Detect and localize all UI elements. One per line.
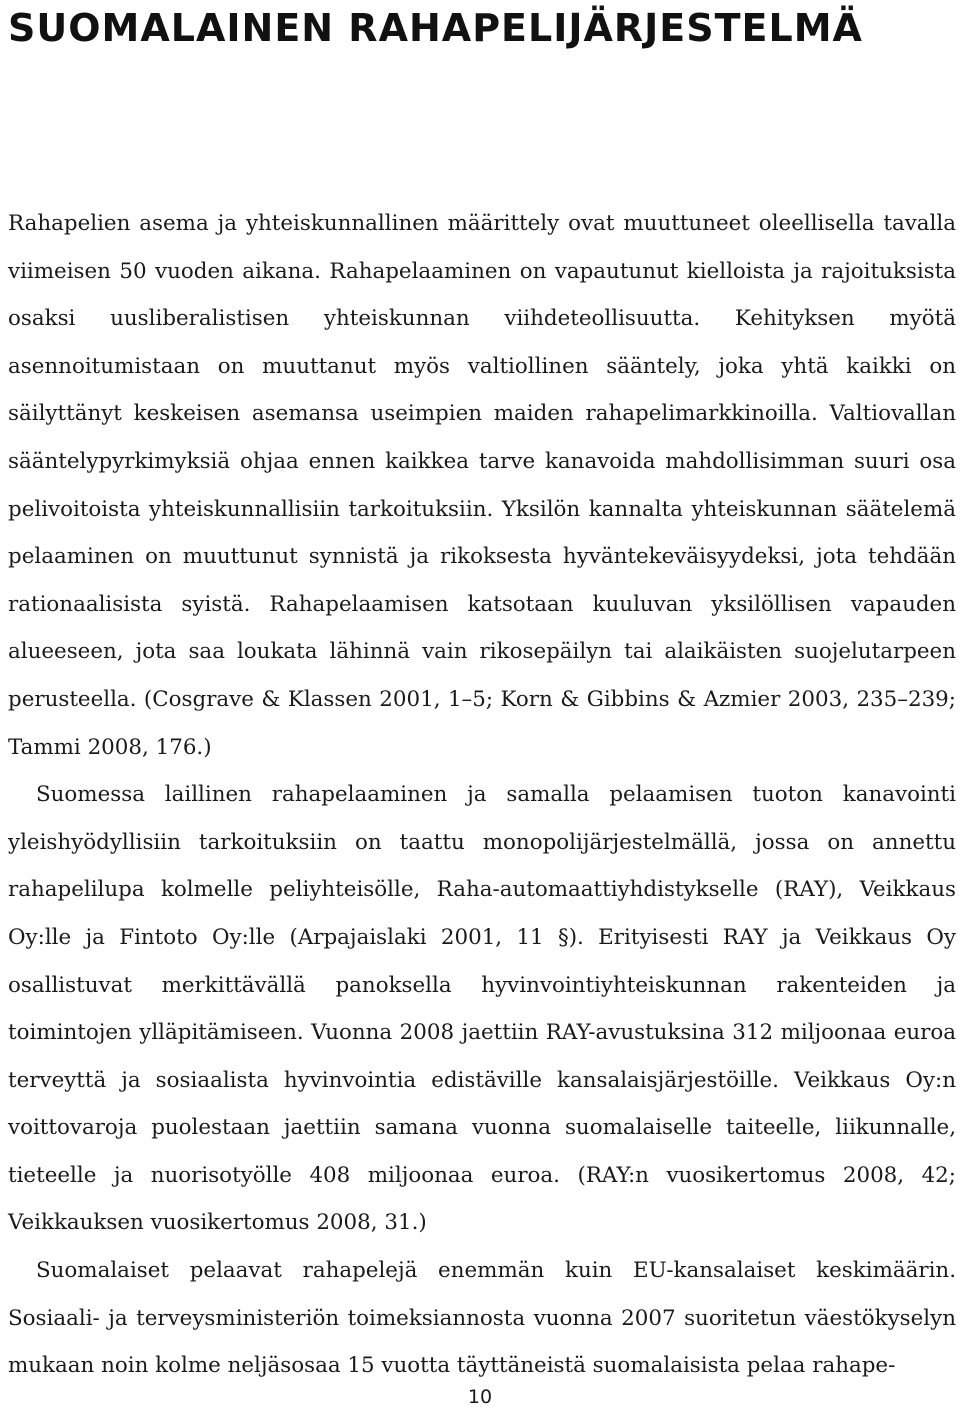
document-page: [8, 0, 956, 1410]
page-number: 10: [467, 1386, 493, 1408]
body-text: [8, 200, 956, 1390]
paragraph-3: Suomalaiset pelaavat rahapelejä enemmän kuin EU-kansalaiset keskimäärin. Sosiaali- ja terveysministeriön toimeksiannosta vuonna 2007 suoritetun väestökyselyn mukaan noin kolme neljäsosaa 15 vuotta täyttäneistä suomalaisista pelaa rahape-: [8, 1258, 956, 1379]
paragraph-2: Suomessa laillinen rahapelaaminen ja samalla pelaamisen tuoton kanavointi yleishyödyllisiin tarkoituksiin on taattu monopolijärjestelmällä, jossa on annettu rahapelilupa kolmelle peliyhteisölle, Raha-automaattiyhdistykselle (RAY), Veikkaus Oy:lle ja Fintoto Oy:lle (Arpajaislaki 2001, 11 §). Erityisesti RAY ja Veikkaus Oy osallistuvat merkittävällä panoksella hyvinvointiyhteiskunnan rakenteiden ja toimintojen ylläpitämiseen. Vuonna 2008 jaettiin RAY-avustuksina 312 miljoonaa euroa terveyttä ja sosiaalista hyvinvointia edistäville kansalaisjärjestöille. Veikkaus Oy:n voittovaroja puolestaan jaettiin samana vuonna suomalaiselle taiteelle, liikunnalle, tieteelle ja nuorisotyölle 408 miljoonaa euroa. (RAY:n vuosikertomus 2008, 42; Veikkauksen vuosikertomus 2008, 31.): [8, 782, 956, 1236]
paragraph-1: Rahapelien asema ja yhteiskunnallinen määrittely ovat muuttuneet oleellisella tavalla viimeisen 50 vuoden aikana. Rahapelaaminen on vapautunut kielloista ja rajoituksista osaksi uusliberalistisen yhteiskunnan viihdeteollisuutta. Kehityksen myötä asennoitumistaan on muuttanut myös valtiollinen sääntely, joka yhtä kaikki on säilyttänyt keskeisen asemansa useimpien maiden rahapelimarkkinoilla. Valtiovallan sääntelypyrkimyksiä ohjaa ennen kaikkea tarve kanavoida mahdollisimman suuri osa pelivoitoista yhteiskunnallisiin tarkoituksiin. Yksilön kannalta yhteiskunnan säätelemä pelaaminen on muuttunut synnistä ja rikoksesta hyväntekeväisyydeksi, jota tehdään rationaalisista syistä. Rahapelaamisen katsotaan kuuluvan yksilöllisen vapauden alueeseen, jota saa loukata lähinnä vain rikosepäilyn tai alaikäisten suojelutarpeen perusteella. (Cosgrave & Klassen 2001, 1–5; Korn & Gibbins & Azmier 2003, 235–239; Tammi 2008, 176.): [8, 211, 956, 760]
page-title: SUOMALAINEN RAHAPELIJÄRJESTELMÄ: [8, 6, 863, 50]
